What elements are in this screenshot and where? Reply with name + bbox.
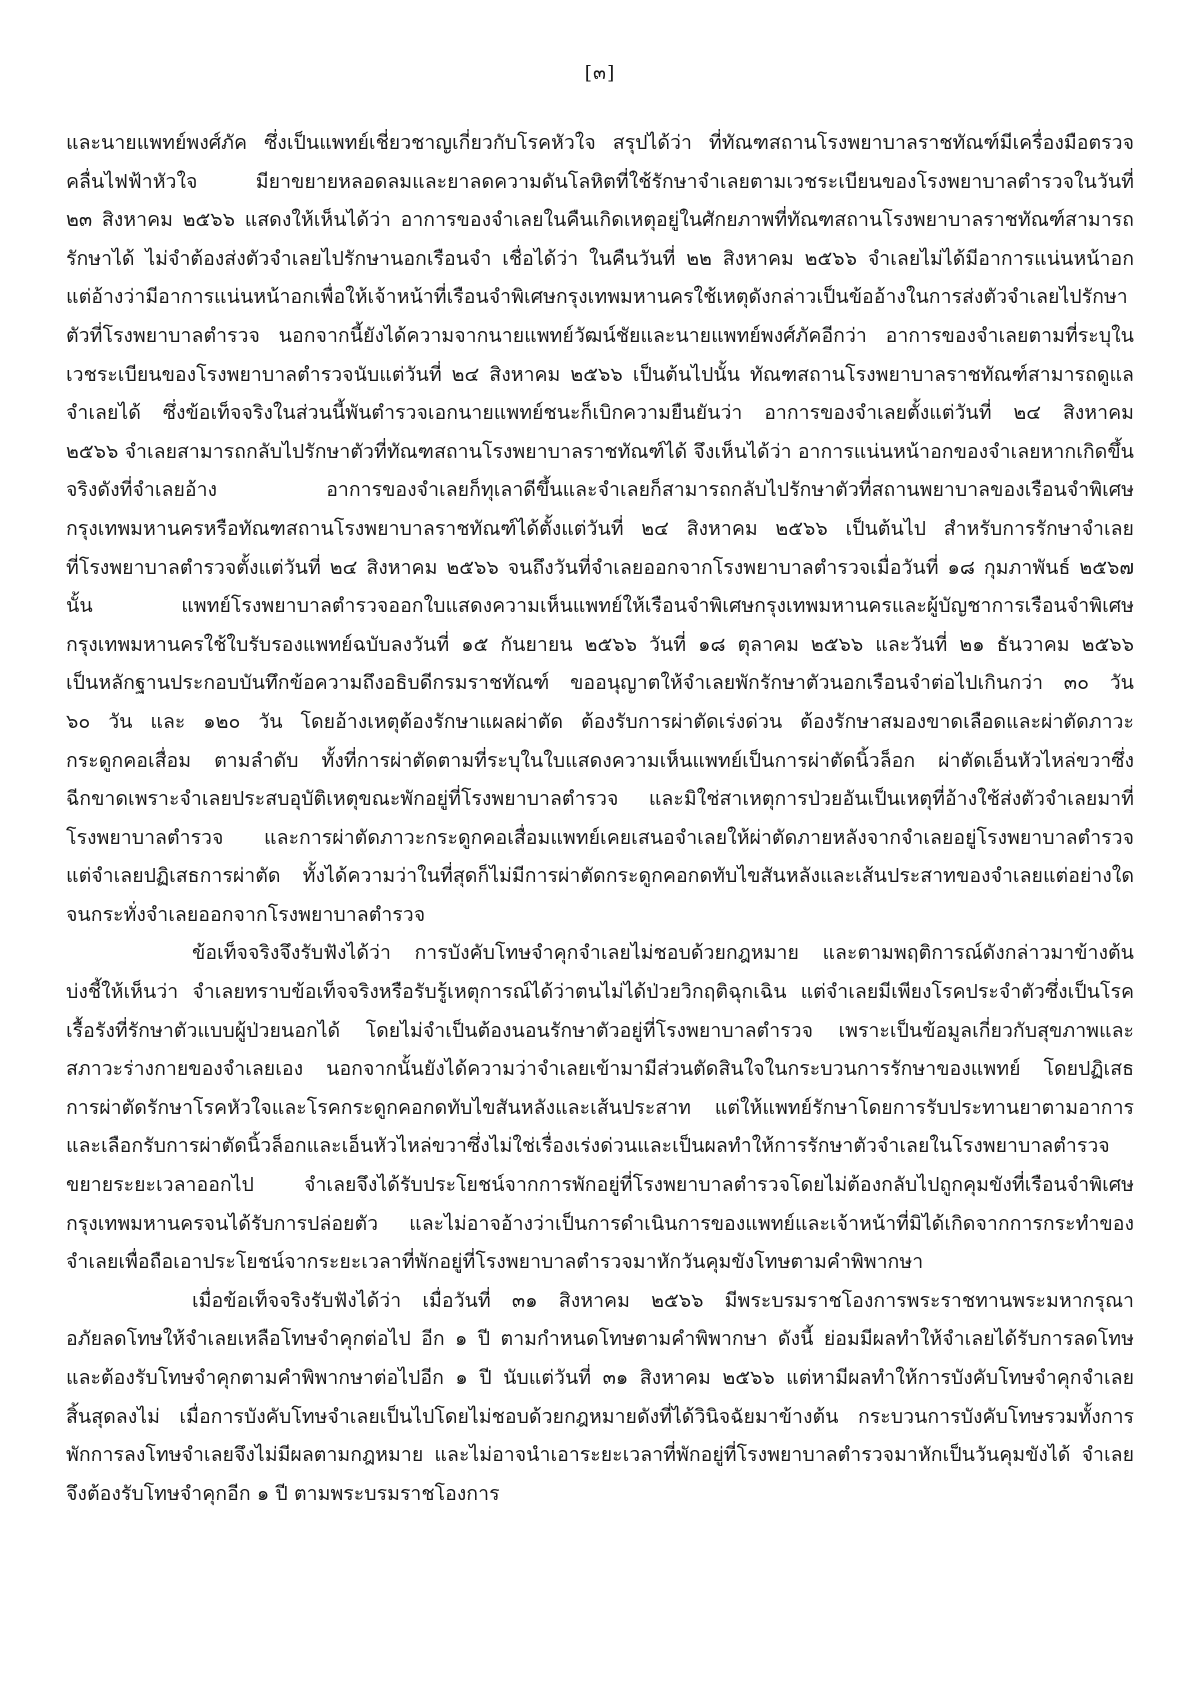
- text-line: และต้องรับโทษจำคุกตามคำพิพากษาต่อไปอีก ๑ ปี นับแต่วันที่ ๓๑ สิงหาคม ๒๕๖๖ แต่หามีผลทำให้การบังคับโทษจำคุกจำเลย: [66, 1366, 1134, 1389]
- text-line: แต่อ้างว่ามีอาการแน่นหน้าอกเพื่อให้เจ้าหน้าที่เรือนจำพิเศษกรุงเทพมหานครใช้เหตุดังกล่าวเป็นข้ออ้างในการส่งตัวจำเลยไปรักษา: [66, 285, 1128, 309]
- paragraph-last-line: จนกระทั่งจำเลยออกจากโรงพยาบาลตำรวจ: [66, 902, 426, 926]
- text-line: ขยายระยะเวลาออกไป จำเลยจึงได้รับประโยชน์จากการพักอยู่ที่โรงพยาบาลตำรวจโดยไม่ต้องกลับไปถูกคุมขังที่เรือนจำพิเศษ: [66, 1173, 1134, 1197]
- text-line: เป็นหลักฐานประกอบบันทึกข้อความถึงอธิบดีกรมราชทัณฑ์ ขออนุญาตให้จำเลยพักรักษาตัวนอกเรือนจำต่อไปเกินกว่า ๓๐ วัน: [66, 671, 1134, 695]
- text-line: รักษาได้ ไม่จำต้องส่งตัวจำเลยไปรักษานอกเรือนจำ เชื่อได้ว่า ในคืนวันที่ ๒๒ สิงหาคม ๒๕๖๖ จำเลยไม่ได้มีอาการแน่นหน้าอก: [66, 246, 1134, 270]
- text-line: นั้น แพทย์โรงพยาบาลตำรวจออกใบแสดงความเห็นแพทย์ให้เรือนจำพิเศษกรุงเทพมหานครและผู้บัญชาการเรือนจำพิเศษ: [66, 594, 1134, 618]
- paragraph-last-line: จำเลยเพื่อถือเอาประโยชน์จากระยะเวลาที่พักอยู่ที่โรงพยาบาลตำรวจมาหักวันคุมขังโทษตามคำพิพากษา: [66, 1250, 924, 1274]
- text-line: สิ้นสุดลงไม่ เมื่อการบังคับโทษจำเลยเป็นไปโดยไม่ชอบด้วยกฎหมายดังที่ได้วินิจฉัยมาข้างต้น กระบวนการบังคับโทษรวมทั้งการ: [66, 1404, 1134, 1428]
- text-line: กรุงเทพมหานครหรือทัณฑสถานโรงพยาบาลราชทัณฑ์ได้ตั้งแต่วันที่ ๒๔ สิงหาคม ๒๕๖๖ เป็นต้นไป สำหรับการรักษาจำเลย: [66, 516, 1134, 540]
- text-line: จำเลยได้ ซึ่งข้อเท็จจริงในส่วนนี้พันตำรวจเอกนายแพทย์ชนะก็เบิกความยืนยันว่า อาการของจำเลยตั้งแต่วันที่ ๒๔ สิงหาคม: [66, 401, 1134, 425]
- text-line: และเลือกรับการผ่าตัดนิ้วล็อกและเอ็นหัวไหล่ขวาซึ่งไม่ใช่เรื่องเร่งด่วนและเป็นผลทำให้การรักษาตัวจำเลยในโรงพยาบาลตำรวจ: [66, 1134, 1110, 1158]
- text-line: ๒๕๖๖ จำเลยสามารถกลับไปรักษาตัวที่ทัณฑสถานโรงพยาบาลราชทัณฑ์ได้ จึงเห็นได้ว่า อาการแน่นหน้าอกของจำเลยหากเกิดขึ้น: [66, 439, 1134, 463]
- text-line: กระดูกคอเสื่อม ตามลำดับ ทั้งที่การผ่าตัดตามที่ระบุในใบแสดงความเห็นแพทย์เป็นการผ่าตัดนิ้วล็อก ผ่าตัดเอ็นหัวไหล่ขวาซึ่ง: [66, 748, 1134, 772]
- paragraph-first-line: ข้อเท็จจริงจึงรับฟังได้ว่า การบังคับโทษจำคุกจำเลยไม่ชอบด้วยกฎหมาย และตามพฤติการณ์ดังกล่าวมาข้างต้น: [192, 941, 1134, 965]
- text-line: เรื้อรังที่รักษาตัวแบบผู้ป่วยนอกได้ โดยไม่จำเป็นต้องนอนรักษาตัวอยู่ที่โรงพยาบาลตำรวจ เพราะเป็นข้อมูลเกี่ยวกับสุขภาพและ: [66, 1018, 1134, 1042]
- text-line: กรุงเทพมหานครจนได้รับการปล่อยตัว และไม่อาจอ้างว่าเป็นการดำเนินการของแพทย์และเจ้าหน้าที่มิได้เกิดจากการกระทำของ: [66, 1211, 1134, 1235]
- text-line: สภาวะร่างกายของจำเลยเอง นอกจากนั้นยังได้ความว่าจำเลยเข้ามามีส่วนตัดสินใจในกระบวนการรักษาของแพทย์ โดยปฏิเสธ: [66, 1057, 1134, 1081]
- text-line: เวชระเบียนของโรงพยาบาลตำรวจนับแต่วันที่ ๒๔ สิงหาคม ๒๕๖๖ เป็นต้นไปนั้น ทัณฑสถานโรงพยาบาลราชทัณฑ์สามารถดูแล: [66, 362, 1134, 386]
- text-line: จริงดังที่จำเลยอ้าง อาการของจำเลยก็ทุเลาดีขึ้นและจำเลยก็สามารถกลับไปรักษาตัวที่สถานพยาบาลของเรือนจำพิเศษ: [66, 478, 1134, 502]
- text-line: ๖๐ วัน และ ๑๒๐ วัน โดยอ้างเหตุต้องรักษาแผลผ่าตัด ต้องรับการผ่าตัดเร่งด่วน ต้องรักษาสมองขาดเลือดและผ่าตัดภาวะ: [66, 709, 1134, 733]
- text-line: ฉีกขาดเพราะจำเลยประสบอุบัติเหตุขณะพักอยู่ที่โรงพยาบาลตำรวจ และมิใช่สาเหตุการป่วยอันเป็นเหตุที่อ้างใช้ส่งตัวจำเลยมาที่: [66, 787, 1134, 811]
- text-line: และนายแพทย์พงศ์ภัค ซึ่งเป็นแพทย์เชี่ยวชาญเกี่ยวกับโรคหัวใจ สรุปได้ว่า ที่ทัณฑสถานโรงพยาบาลราชทัณฑ์มีเครื่องมือตรวจ: [66, 131, 1134, 154]
- text-line: ตัวที่โรงพยาบาลตำรวจ นอกจากนี้ยังได้ความจากนายแพทย์วัฒน์ชัยและนายแพทย์พงศ์ภัคอีกว่า อาการของจำเลยตามที่ระบุใน: [66, 323, 1134, 347]
- text-line: บ่งชี้ให้เห็นว่า จำเลยทราบข้อเท็จจริงหรือรับรู้เหตุการณ์ได้ว่าตนไม่ได้ป่วยวิกฤติฉุกเฉิน แต่จำเลยมีเพียงโรคประจำตัวซึ่งเป็นโรค: [66, 980, 1134, 1004]
- document-body: [66, 124, 1134, 1513]
- text-line: อภัยลดโทษให้จำเลยเหลือโทษจำคุกต่อไป อีก ๑ ปี ตามกำหนดโทษตามคำพิพากษา ดังนี้ ย่อมมีผลทำให้จำเลยได้รับการลดโทษ: [66, 1327, 1134, 1351]
- text-line: คลื่นไฟฟ้าหัวใจ มียาขยายหลอดลมและยาลดความดันโลหิตที่ใช้รักษาจำเลยตามเวชระเบียนของโรงพยาบาลตำรวจในวันที่: [66, 169, 1134, 193]
- text-line: แต่จำเลยปฏิเสธการผ่าตัด ทั้งได้ความว่าในที่สุดก็ไม่มีการผ่าตัดกระดูกคอกดทับไขสันหลังและเส้นประสาทของจำเลยแต่อย่างใด: [66, 864, 1134, 888]
- text-line: ๒๓ สิงหาคม ๒๕๖๖ แสดงให้เห็นได้ว่า อาการของจำเลยในคืนเกิดเหตุอยู่ในศักยภาพที่ทัณฑสถานโรงพยาบาลราชทัณฑ์สามารถ: [66, 208, 1134, 232]
- page-number: [๓]: [584, 62, 616, 84]
- paragraph-first-line: เมื่อข้อเท็จจริงรับฟังได้ว่า เมื่อวันที่ ๓๑ สิงหาคม ๒๕๖๖ มีพระบรมราชโองการพระราชทานพระมหากรุณา: [192, 1288, 1134, 1312]
- text-line: โรงพยาบาลตำรวจ และการผ่าตัดภาวะกระดูกคอเสื่อมแพทย์เคยเสนอจำเลยให้ผ่าตัดภายหลังจากจำเลยอยู่โรงพยาบาลตำรวจ: [66, 825, 1134, 849]
- text-line: กรุงเทพมหานครใช้ใบรับรองแพทย์ฉบับลงวันที่ ๑๕ กันยายน ๒๕๖๖ วันที่ ๑๘ ตุลาคม ๒๕๖๖ และวันที่ ๒๑ ธันวาคม ๒๕๖๖: [66, 632, 1134, 656]
- text-line: ที่โรงพยาบาลตำรวจตั้งแต่วันที่ ๒๔ สิงหาคม ๒๕๖๖ จนถึงวันที่จำเลยออกจากโรงพยาบาลตำรวจเมื่อวันที่ ๑๘ กุมภาพันธ์ ๒๕๖๗: [66, 555, 1134, 579]
- text-line: การผ่าตัดรักษาโรคหัวใจและโรคกระดูกคอกดทับไขสันหลังและเส้นประสาท แต่ให้แพทย์รักษาโดยการรับประทานยาตามอาการ: [66, 1095, 1134, 1119]
- text-line: พักการลงโทษจำเลยจึงไม่มีผลตามกฎหมาย และไม่อาจนำเอาระยะเวลาที่พักอยู่ที่โรงพยาบาลตำรวจมาหักเป็นวันคุมขังได้ จำเลย: [66, 1443, 1134, 1467]
- paragraph-last-line: จึงต้องรับโทษจำคุกอีก ๑ ปี ตามพระบรมราชโองการ: [66, 1481, 500, 1505]
